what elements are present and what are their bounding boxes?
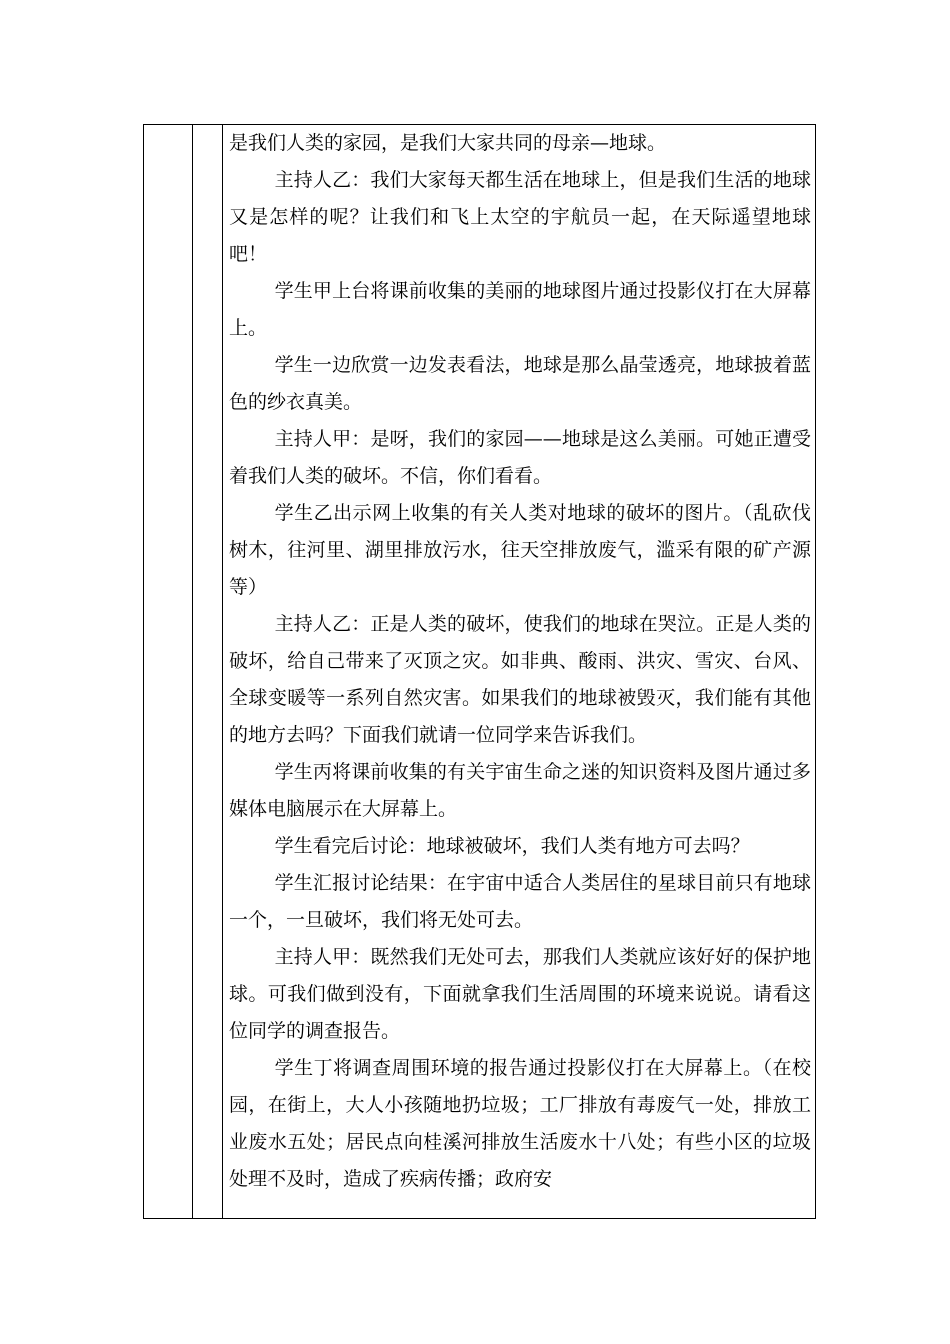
paragraph-5: 主持人甲：是呀，我们的家园——地球是这么美丽。可她正遭受着我们人类的破坏。不信，你们看看。 bbox=[229, 428, 811, 487]
lesson-table bbox=[143, 124, 816, 1219]
paragraph-4: 学生一边欣赏一边发表看法，地球是那么晶莹透亮，地球披着蓝色的纱衣真美。 bbox=[229, 354, 811, 413]
paragraph-10: 学生汇报讨论结果：在宇宙中适合人类居住的星球目前只有地球一个，一旦破坏，我们将无处可去。 bbox=[229, 872, 811, 931]
paragraph-8: 学生丙将课前收集的有关宇宙生命之迷的知识资料及图片通过多媒体电脑展示在大屏幕上。 bbox=[229, 761, 811, 820]
paragraph-2: 主持人乙：我们大家每天都生活在地球上，但是我们生活的地球又是怎样的呢？让我们和飞上太空的宇航员一起，在天际遥望地球吧！ bbox=[229, 169, 811, 265]
table-content-cell bbox=[223, 125, 815, 1218]
paragraph-12: 学生丁将调查周围环境的报告通过投影仪打在大屏幕上。（在校园，在街上，大人小孩随地扔垃圾；工厂排放有毒废气一处，排放工业废水五处；居民点向桂溪河排放生活废水十八处；有些小区的垃圾处理不及时，造成了疾病传播；政府安 bbox=[229, 1057, 811, 1190]
paragraph-1: 是我们人类的家园，是我们大家共同的母亲—地球。 bbox=[229, 132, 667, 154]
table-column-2-cell bbox=[193, 125, 223, 1218]
paragraph-6: 学生乙出示网上收集的有关人类对地球的破坏的图片。（乱砍伐树木，往河里、湖里排放污水，往天空排放废气，滥采有限的矿产源等） bbox=[229, 502, 811, 598]
paragraph-3: 学生甲上台将课前收集的美丽的地球图片通过投影仪打在大屏幕上。 bbox=[229, 280, 811, 339]
paragraph-11: 主持人甲：既然我们无处可去，那我们人类就应该好好的保护地球。可我们做到没有，下面就拿我们生活周围的环境来说说。请看这位同学的调查报告。 bbox=[229, 946, 811, 1042]
paragraph-7: 主持人乙：正是人类的破坏，使我们的地球在哭泣。正是人类的破坏，给自己带来了灭顶之灾。如非典、酸雨、洪灾、雪灾、台风、全球变暖等一系列自然灾害。如果我们的地球被毁灭，我们能有其他的地方去吗？下面我们就请一位同学来告诉我们。 bbox=[229, 613, 811, 746]
table-column-1-cell bbox=[144, 125, 193, 1218]
paragraph-9: 学生看完后讨论：地球被破坏，我们人类有地方可去吗？ bbox=[274, 835, 750, 857]
